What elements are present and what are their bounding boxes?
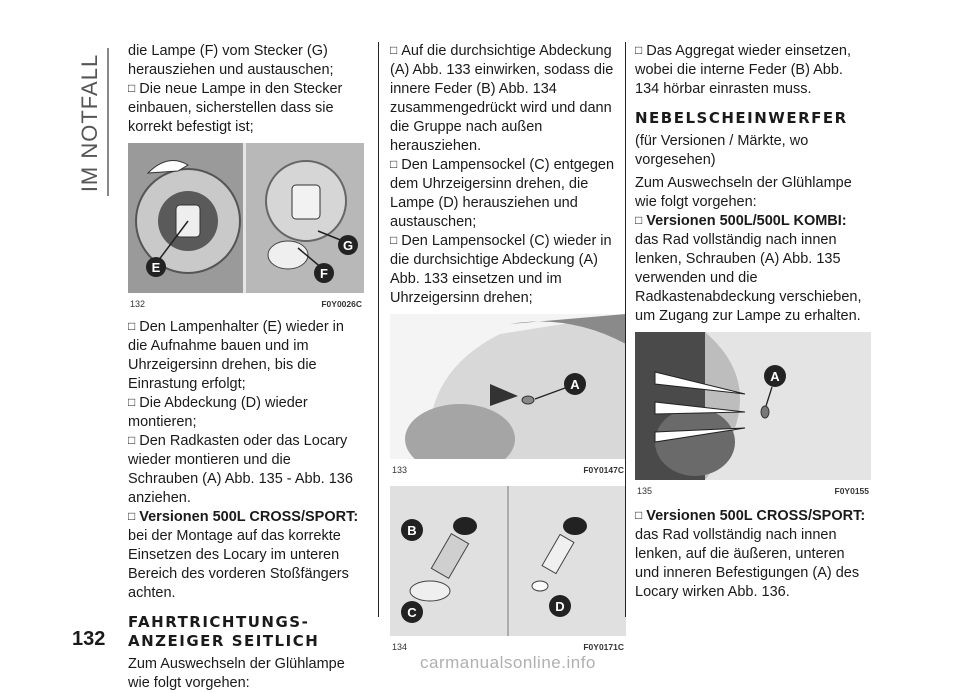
indicator-lamp-parts-illustration (390, 486, 626, 636)
watermark: carmanualsonline.info (420, 653, 596, 672)
lamp-holder-illustration (128, 143, 364, 293)
figure-code: F0Y0155 (834, 486, 869, 496)
chapter-title-text: IM NOTFALL (77, 53, 102, 193)
svg-text:B: B (407, 523, 417, 538)
bold-lead: Versionen 500L CROSS/SPORT: (646, 508, 866, 524)
section-heading-line: FAHRTRICHTUNGS- (128, 613, 310, 631)
callout-g (338, 235, 358, 255)
figure-number: 132 (130, 299, 146, 309)
bullet-paragraph-bold-lead (635, 507, 871, 526)
section-heading (128, 613, 364, 651)
column-divider (625, 42, 626, 617)
bullet-paragraph: □ Die Abdeckung (D) wieder montieren; (128, 394, 364, 432)
paragraph: Zum Auswechseln der Glühlampe wie folgt vorgehen: (635, 175, 852, 210)
paragraph: Zum Auswechseln der Glühlampe wie folgt vorgehen: (128, 656, 345, 691)
figure-number: 135 (637, 486, 653, 496)
callout-f (314, 263, 334, 283)
figure-133 (390, 314, 626, 480)
svg-text:G: G (342, 238, 354, 253)
svg-text:A: A (770, 369, 780, 384)
column-divider (378, 42, 379, 617)
column-2 (390, 42, 626, 661)
figure-code: F0Y0171C (583, 642, 624, 652)
page-number: 132 (72, 628, 106, 650)
svg-text:F: F (320, 266, 328, 281)
bullet-paragraph: □ Auf die durchsichtige Abdeckung (A) Abb. 133 einwirken, sodass die innere Feder (B) Abb. 134 zusammengedrückt wird und dann die Gruppe nach außen herausziehen. (390, 42, 626, 156)
side-indicator-illustration (390, 314, 626, 459)
bullet-paragraph-bold-lead (635, 212, 871, 326)
svg-text:D: D (555, 599, 565, 614)
paragraph: bei der Montage auf das korrekte Einsetzen des Locary im unteren Bereich des vorderen Stoßfängers achten. (128, 528, 349, 601)
paragraph: das Rad vollständig nach innen lenken, auf die äußeren, unteren und inneren Befestigungen (A) des Locary wirken Abb. 136. (635, 527, 860, 600)
bullet-paragraph: □ Die neue Lampe in den Stecker einbauen, sicherstellen dass sie korrekt befestigt ist; (128, 80, 364, 137)
section-heading-line: ANZEIGER SEITLICH (128, 632, 320, 650)
bullet-paragraph: □ Den Radkasten oder das Locary wieder montieren und die Schrauben (A) Abb. 135 - Abb. 136 anziehen. (128, 432, 364, 508)
figure-caption-bar (128, 293, 364, 314)
callout-a (564, 373, 586, 395)
svg-text:E: E (151, 260, 161, 275)
figure-code: F0Y0147C (583, 465, 624, 475)
callout-c (401, 601, 423, 623)
figure-caption-bar (635, 480, 871, 501)
chapter-rule (107, 48, 109, 196)
chapter-title-vertical (78, 48, 102, 198)
callout-e (146, 257, 166, 277)
column-1 (128, 42, 364, 693)
paragraph: (für Versionen / Märkte, wo vorgesehen) (635, 133, 809, 168)
paragraph: die Lampe (F) vom Stecker (G) herausziehen und austauschen; (128, 43, 334, 78)
bold-lead: Versionen 500L CROSS/SPORT: (139, 509, 359, 525)
figure-135 (635, 332, 871, 501)
bold-lead: Versionen 500L/500L KOMBI: (646, 213, 847, 229)
figure-134 (390, 486, 626, 657)
figure-number: 134 (392, 642, 408, 652)
bullet-paragraph: □ Das Aggregat wieder einsetzen, wobei die interne Feder (B) Abb. 134 hörbar einrasten muss. (635, 42, 871, 99)
callout-a (764, 365, 786, 387)
bullet-paragraph-bold-lead (128, 508, 364, 527)
svg-text:C: C (407, 605, 417, 620)
column-3 (635, 42, 871, 602)
callout-d (549, 595, 571, 617)
bullet-paragraph: □ Den Lampenhalter (E) wieder in die Aufnahme bauen und im Uhrzeigersinn drehen, bis die Einrastung erfolgt; (128, 318, 364, 394)
fog-lamp-wheelhouse-illustration (635, 332, 871, 480)
svg-text:A: A (570, 377, 580, 392)
paragraph-text: das Rad vollständig nach innen lenken, Schrauben (A) Abb. 135 verwenden und die Radkastenabdeckung verschieben, um Zugang zur Lampe zu erhalten. (635, 232, 862, 324)
section-heading: NEBELSCHEINWERFER (635, 109, 848, 127)
figure-number: 133 (392, 465, 408, 475)
bullet-paragraph: □ Den Lampensockel (C) wieder in die durchsichtige Abdeckung (A) Abb. 133 einsetzen und im Uhrzeigersinn drehen; (390, 232, 626, 308)
bullet-paragraph: □ Den Lampensockel (C) entgegen dem Uhrzeigersinn drehen, die Lampe (D) herausziehen und austauschen; (390, 156, 626, 232)
figure-code: F0Y0026C (321, 299, 362, 309)
callout-b (401, 519, 423, 541)
figure-132 (128, 143, 364, 314)
figure-caption-bar (390, 459, 626, 480)
